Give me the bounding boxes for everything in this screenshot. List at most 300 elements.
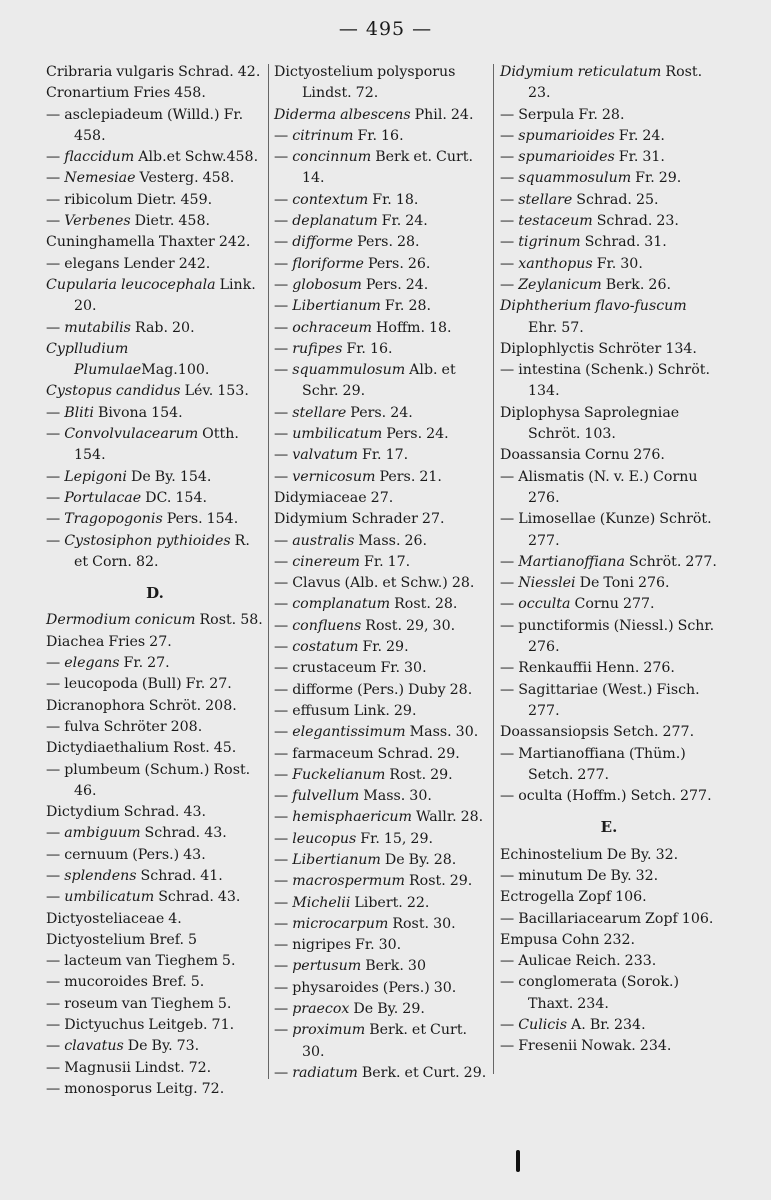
index-entry bbox=[274, 658, 492, 679]
entry-text: Schrad. 31. bbox=[580, 234, 667, 251]
index-entry bbox=[46, 930, 264, 951]
entry-text: Ectrogella Zopf 106. bbox=[500, 889, 647, 906]
entry-text: De By. 28. bbox=[380, 851, 457, 868]
section-letter: E. bbox=[600, 818, 618, 837]
entry-name-italic: radiatum bbox=[292, 1064, 358, 1081]
index-entry bbox=[274, 914, 492, 935]
index-entry bbox=[274, 616, 492, 637]
entry-text: — ribicolum Dietr. 459. bbox=[46, 191, 213, 208]
index-entry bbox=[500, 594, 718, 615]
entry-text: — bbox=[500, 596, 519, 613]
entry-text: Fr. 28. bbox=[380, 298, 432, 315]
entry-text: — bbox=[274, 362, 293, 379]
entry-name-italic: confluens bbox=[292, 617, 362, 634]
index-entry bbox=[500, 339, 718, 360]
entry-text: — bbox=[274, 553, 293, 570]
index-entry bbox=[274, 62, 492, 105]
entry-text: Doassansia Cornu 276. bbox=[500, 447, 665, 464]
entry-text: — bbox=[46, 404, 65, 421]
entry-text: — bbox=[46, 511, 65, 528]
entry-text: Pers. 21. bbox=[375, 468, 442, 485]
entry-text: A. Br. 234. bbox=[567, 1017, 646, 1034]
entry-text: — Aulicae Reich. 233. bbox=[500, 953, 657, 970]
entry-text: Cribraria vulgaris Schrad. 42. bbox=[46, 64, 261, 80]
entry-text: Pers. 154. bbox=[162, 511, 239, 528]
entry-text: — roseum van Tieghem 5. bbox=[46, 995, 232, 1012]
index-entry bbox=[46, 531, 264, 574]
index-entry bbox=[274, 211, 492, 232]
entry-name-italic: Diphtherium flavo-fuscum bbox=[500, 298, 687, 315]
entry-text: Mass. 30. bbox=[359, 788, 432, 805]
entry-text: — bbox=[500, 553, 519, 570]
entry-text: Berk. 26. bbox=[601, 276, 671, 293]
entry-name-italic: Cyplludium Plumulae bbox=[46, 340, 142, 379]
entry-text: — bbox=[274, 255, 293, 272]
entry-text: Didymiaceae 27. bbox=[274, 489, 394, 506]
index-entry bbox=[46, 147, 264, 168]
entry-text: Pers. 24. bbox=[346, 404, 413, 421]
entry-text: — asclepiadeum (Willd.) Fr. 458. bbox=[46, 106, 244, 144]
entry-text: — bbox=[274, 766, 293, 783]
entry-name-italic: Nemesiae bbox=[64, 170, 136, 187]
index-entry bbox=[500, 658, 718, 679]
entry-name-italic: mutabilis bbox=[64, 319, 131, 336]
index-entry bbox=[46, 1079, 264, 1100]
entry-text: — bbox=[46, 489, 65, 506]
index-entry bbox=[274, 105, 492, 126]
entry-text: Wallr. 28. bbox=[411, 809, 484, 826]
entry-name-italic: Culicis bbox=[518, 1017, 568, 1034]
entry-text: — monosporus Leitg. 72. bbox=[46, 1080, 225, 1097]
entry-text: — cernuum (Pers.) 43. bbox=[46, 846, 206, 863]
index-entry bbox=[500, 1015, 718, 1036]
entry-text: — bbox=[274, 639, 293, 656]
index-entry bbox=[46, 318, 264, 339]
entry-text: Schrad. 43. bbox=[140, 825, 227, 842]
entry-text: — Bacillariacearum Zopf 106. bbox=[500, 910, 714, 927]
entry-text: Diachea Fries 27. bbox=[46, 633, 172, 650]
entry-text: — Sagittariae (West.) Fisch. 277. bbox=[500, 681, 700, 719]
index-entry bbox=[500, 190, 718, 211]
entry-text: Phil. 24. bbox=[410, 106, 474, 123]
index-entry bbox=[500, 147, 718, 168]
entry-name-italic: concinnum bbox=[292, 149, 372, 166]
entry-text: Berk. 30 bbox=[361, 958, 426, 975]
entry-name-italic: Tragopogonis bbox=[64, 511, 163, 528]
entry-text: — bbox=[274, 958, 293, 975]
entry-name-italic: Convolvulacearum bbox=[64, 426, 199, 443]
index-entry bbox=[500, 403, 718, 446]
entry-text: Schrad. 43. bbox=[154, 889, 241, 906]
index-entry bbox=[274, 786, 492, 807]
index-entry bbox=[274, 637, 492, 658]
index-column-2 bbox=[274, 62, 492, 1084]
index-entry bbox=[46, 424, 264, 467]
entry-text: — bbox=[46, 532, 65, 549]
entry-name-italic: Fuckelianum bbox=[292, 766, 386, 783]
entry-text: Echinostelium De By. 32. bbox=[500, 846, 679, 863]
index-entry bbox=[46, 1015, 264, 1036]
index-entry bbox=[274, 594, 492, 615]
entry-text: — bbox=[46, 889, 65, 906]
index-entry bbox=[46, 994, 264, 1015]
index-column-1 bbox=[46, 62, 264, 1100]
index-entry bbox=[274, 531, 492, 552]
index-entry bbox=[274, 488, 492, 509]
entry-text: — oculta (Hoffm.) Setch. 277. bbox=[500, 788, 712, 805]
entry-text: Otth. 154. bbox=[74, 426, 239, 464]
entry-name-italic: proximum bbox=[292, 1022, 366, 1039]
index-entry bbox=[500, 680, 718, 723]
entry-text: — bbox=[274, 596, 293, 613]
entry-text: — Magnusii Lindst. 72. bbox=[46, 1059, 212, 1076]
entry-name-italic: vernicosum bbox=[292, 468, 376, 485]
entry-text: Schrad. 23. bbox=[592, 213, 679, 230]
index-entry bbox=[274, 147, 492, 190]
index-entry bbox=[274, 552, 492, 573]
index-entry bbox=[274, 360, 492, 403]
entry-text: Alb.et Schw.458. bbox=[134, 149, 259, 166]
entry-text: — punctiformis (Niessl.) Schr. 276. bbox=[500, 617, 715, 656]
entry-text: — elegans Lender 242. bbox=[46, 255, 211, 272]
entry-text: — bbox=[500, 276, 519, 293]
entry-name-italic: pertusum bbox=[292, 958, 362, 975]
entry-name-italic: globosum bbox=[292, 276, 362, 293]
entry-text: — bbox=[274, 1001, 293, 1018]
entry-text: Fr. 17. bbox=[360, 553, 411, 570]
entry-text: Fr. 17. bbox=[357, 447, 409, 464]
index-entry bbox=[274, 254, 492, 275]
entry-text: — difforme (Pers.) Duby 28. bbox=[274, 681, 473, 698]
entry-text: — bbox=[274, 213, 293, 230]
entry-name-italic: xanthopus bbox=[518, 255, 593, 272]
entry-text: — bbox=[46, 170, 65, 187]
index-entry bbox=[46, 738, 264, 759]
index-entry bbox=[274, 573, 492, 594]
entry-text: — bbox=[46, 426, 65, 443]
index-entry bbox=[46, 717, 264, 738]
entry-name-italic: umbilicatum bbox=[64, 889, 155, 906]
entry-text: — Dictyuchus Leitgeb. 71. bbox=[46, 1017, 235, 1034]
entry-text: — bbox=[500, 1017, 519, 1034]
entry-name-italic: stellare bbox=[518, 191, 573, 208]
entry-text: R. et Corn. 82. bbox=[74, 532, 250, 570]
index-entry bbox=[46, 211, 264, 232]
index-entry bbox=[274, 275, 492, 296]
entry-name-italic: citrinum bbox=[292, 127, 354, 144]
index-entry bbox=[274, 467, 492, 488]
index-entry bbox=[274, 190, 492, 211]
entry-text: — crustaceum Fr. 30. bbox=[274, 660, 427, 677]
entry-name-italic: Cystopus candidus bbox=[46, 383, 181, 400]
index-entry bbox=[500, 211, 718, 232]
entry-text: Fr. 18. bbox=[368, 191, 419, 208]
entry-text: — bbox=[46, 149, 65, 166]
entry-text: De By. 73. bbox=[123, 1038, 200, 1055]
entry-text: — Serpula Fr. 28. bbox=[500, 106, 625, 123]
column-divider bbox=[493, 64, 494, 1074]
entry-text: Schrad. 25. bbox=[572, 191, 659, 208]
index-entry bbox=[274, 339, 492, 360]
index-entry bbox=[274, 765, 492, 786]
index-entry bbox=[274, 701, 492, 722]
index-entry bbox=[46, 823, 264, 844]
entry-text: Schröt. 277. bbox=[625, 553, 717, 570]
index-entry bbox=[274, 956, 492, 977]
index-entry bbox=[46, 488, 264, 509]
entry-text: — bbox=[46, 867, 65, 884]
index-entry bbox=[500, 887, 718, 908]
entry-name-italic: Didymium reticulatum bbox=[500, 64, 662, 80]
index-entry bbox=[46, 887, 264, 908]
entry-text: — bbox=[46, 319, 65, 336]
index-entry bbox=[46, 62, 264, 83]
index-entry bbox=[500, 909, 718, 930]
index-entry bbox=[500, 467, 718, 510]
entry-name-italic: australis bbox=[292, 532, 355, 549]
entry-text: Diplophlyctis Schröter 134. bbox=[500, 340, 697, 357]
entry-name-italic: floriforme bbox=[292, 255, 364, 272]
entry-name-italic: fulvellum bbox=[292, 788, 360, 805]
entry-text: — bbox=[274, 447, 293, 464]
index-entry bbox=[46, 1036, 264, 1057]
entry-text: Cuninghamella Thaxter 242. bbox=[46, 234, 251, 251]
entry-text: — Alismatis (N. v. E.) Cornu 276. bbox=[500, 468, 698, 506]
index-entry bbox=[46, 610, 264, 631]
entry-name-italic: stellare bbox=[292, 404, 347, 421]
entry-name-italic: umbilicatum bbox=[292, 426, 383, 443]
entry-text: Link. 20. bbox=[74, 276, 256, 315]
entry-text: — effusum Link. 29. bbox=[274, 702, 417, 719]
entry-name-italic: Portulacae bbox=[64, 489, 142, 506]
index-entry bbox=[274, 318, 492, 339]
entry-text: — minutum De By. 32. bbox=[500, 867, 659, 884]
entry-name-italic: Cupularia leucocephala bbox=[46, 276, 216, 293]
entry-text: Rost. 29, 30. bbox=[361, 617, 456, 634]
entry-text: Rost. 29. bbox=[404, 873, 473, 890]
entry-text: — bbox=[274, 830, 293, 847]
entry-text: Diplophysa Saprolegniae Schröt. 103. bbox=[500, 404, 680, 443]
entry-name-italic: Michelii bbox=[292, 894, 351, 911]
index-entry bbox=[500, 845, 718, 866]
entry-text: De By. 154. bbox=[126, 468, 212, 485]
index-entry bbox=[46, 1058, 264, 1079]
entry-text: — bbox=[274, 915, 293, 932]
index-entry bbox=[274, 1020, 492, 1063]
index-entry bbox=[500, 168, 718, 189]
entry-text: — bbox=[274, 894, 293, 911]
entry-text: Cornu 277. bbox=[570, 596, 655, 613]
index-entry bbox=[274, 978, 492, 999]
index-entry bbox=[500, 951, 718, 972]
entry-text: Schrad. 41. bbox=[136, 867, 223, 884]
index-entry bbox=[500, 296, 718, 339]
index-entry bbox=[274, 680, 492, 701]
entry-text: — bbox=[274, 149, 293, 166]
entry-text: Mass. 30. bbox=[405, 724, 479, 741]
entry-text: Fr. 24. bbox=[377, 213, 428, 230]
entry-text: Rost. 23. bbox=[528, 64, 703, 102]
entry-name-italic: Niesslei bbox=[518, 575, 576, 592]
entry-name-italic: hemisphaericum bbox=[292, 809, 412, 826]
entry-text: Dictyostelium polysporus Lindst. 72. bbox=[274, 64, 456, 102]
entry-text: Dictydium Schrad. 43. bbox=[46, 804, 207, 821]
entry-text: Rost. 28. bbox=[390, 596, 458, 613]
index-entry bbox=[500, 786, 718, 807]
index-entry bbox=[46, 381, 264, 402]
entry-text: — bbox=[500, 213, 519, 230]
entry-name-italic: deplanatum bbox=[292, 213, 378, 230]
entry-name-italic: Cystosiphon pythioides bbox=[64, 532, 231, 549]
index-entry bbox=[274, 403, 492, 424]
entry-text: — Martianoffiana (Thüm.) Setch. 277. bbox=[500, 745, 686, 783]
entry-name-italic: Libertianum bbox=[292, 298, 381, 315]
entry-text: — bbox=[274, 468, 293, 485]
entry-text: Libert. 22. bbox=[350, 894, 430, 911]
entry-text: DC. 154. bbox=[141, 489, 207, 506]
index-entry bbox=[274, 999, 492, 1020]
entry-name-italic: Zeylanicum bbox=[518, 276, 602, 293]
entry-text: — bbox=[274, 426, 293, 443]
entry-text: — bbox=[274, 298, 293, 315]
entry-text: — bbox=[274, 788, 293, 805]
entry-text: Rab. 20. bbox=[130, 319, 195, 336]
index-entry bbox=[274, 1063, 492, 1084]
entry-text: Fr. 29. bbox=[631, 170, 682, 187]
entry-text: — lacteum van Tieghem 5. bbox=[46, 953, 236, 970]
page-number: — 495 — bbox=[338, 18, 433, 40]
index-entry bbox=[274, 509, 492, 530]
index-entry bbox=[46, 866, 264, 887]
entry-name-italic: Dermodium conicum bbox=[46, 612, 196, 629]
entry-text: — bbox=[274, 276, 293, 293]
entry-name-italic: ochraceum bbox=[292, 319, 373, 336]
index-entry bbox=[500, 360, 718, 403]
entry-name-italic: Lepigoni bbox=[64, 468, 127, 485]
index-entry bbox=[46, 509, 264, 530]
entry-text: — Renkauffii Henn. 276. bbox=[500, 660, 675, 677]
index-entry bbox=[46, 403, 264, 424]
entry-name-italic: Bliti bbox=[64, 404, 94, 421]
entry-text: — farmaceum Schrad. 29. bbox=[274, 745, 460, 762]
entry-name-italic: squammosulum bbox=[518, 170, 632, 187]
index-entry bbox=[46, 190, 264, 211]
entry-text: — bbox=[274, 319, 293, 336]
index-entry bbox=[46, 802, 264, 823]
entry-text: Fr. 29. bbox=[358, 639, 409, 656]
entry-text: — bbox=[274, 724, 293, 741]
index-entry bbox=[274, 893, 492, 914]
entry-text: — bbox=[46, 468, 65, 485]
index-entry bbox=[274, 722, 492, 743]
entry-text: De By. 29. bbox=[349, 1001, 425, 1018]
index-entry bbox=[500, 866, 718, 887]
entry-text: — bbox=[46, 1038, 65, 1055]
index-entry bbox=[46, 653, 264, 674]
entry-text: Berk. et Curt. 29. bbox=[357, 1064, 487, 1081]
entry-text: Vesterg. 458. bbox=[135, 170, 235, 187]
entry-text: — bbox=[500, 191, 519, 208]
index-entry bbox=[46, 168, 264, 189]
index-entry bbox=[46, 254, 264, 275]
entry-name-italic: difforme bbox=[292, 234, 354, 251]
entry-text: — bbox=[46, 213, 65, 230]
index-entry bbox=[274, 744, 492, 765]
entry-text: Bivona 154. bbox=[93, 404, 183, 421]
entry-text: Dictyosteliaceae 4. bbox=[46, 910, 182, 927]
index-entry bbox=[500, 232, 718, 253]
entry-name-italic: contextum bbox=[292, 191, 369, 208]
entry-text: Ehr. 57. bbox=[528, 319, 584, 336]
index-entry bbox=[274, 829, 492, 850]
index-entry bbox=[46, 105, 264, 148]
entry-text: — bbox=[500, 170, 519, 187]
entry-text: — fulva Schröter 208. bbox=[46, 718, 203, 735]
entry-name-italic: cinereum bbox=[292, 553, 360, 570]
entry-text: Dictyostelium Bref. 5 bbox=[46, 931, 198, 948]
entry-name-italic: complanatum bbox=[292, 596, 391, 613]
entry-text: Alb. et Schr. 29. bbox=[302, 362, 456, 400]
entry-text: — bbox=[274, 1064, 293, 1081]
entry-text: Mass. 26. bbox=[354, 532, 428, 549]
entry-text: De Toni 276. bbox=[575, 575, 670, 592]
index-entry bbox=[46, 696, 264, 717]
entry-name-italic: elegans bbox=[64, 655, 120, 672]
index-entry bbox=[500, 972, 718, 1015]
entry-text: Empusa Cohn 232. bbox=[500, 931, 636, 948]
entry-text: — bbox=[500, 127, 519, 144]
entry-text: — Limosellae (Kunze) Schröt. 277. bbox=[500, 511, 712, 549]
entry-text: Fr. 24. bbox=[614, 127, 665, 144]
index-entry bbox=[500, 1036, 718, 1057]
index-entry bbox=[274, 807, 492, 828]
index-entry bbox=[46, 339, 264, 382]
entry-text: — bbox=[500, 575, 519, 592]
entry-text: Doassansiopsis Setch. 277. bbox=[500, 724, 695, 741]
entry-text: — bbox=[500, 255, 519, 272]
index-entry bbox=[46, 909, 264, 930]
entry-name-italic: valvatum bbox=[292, 447, 358, 464]
entry-text: Fr. 31. bbox=[614, 149, 665, 166]
entry-text: Rost. 30. bbox=[388, 915, 456, 932]
index-entry bbox=[274, 126, 492, 147]
entry-text: — physaroides (Pers.) 30. bbox=[274, 979, 457, 996]
index-entry bbox=[46, 467, 264, 488]
entry-name-italic: Diderma albescens bbox=[274, 106, 411, 123]
entry-text: Pers. 24. bbox=[361, 276, 429, 293]
entry-text: — bbox=[274, 617, 293, 634]
index-entry bbox=[500, 445, 718, 466]
entry-text: Fr. 30. bbox=[592, 255, 643, 272]
index-entry bbox=[274, 296, 492, 317]
entry-text: — bbox=[274, 532, 293, 549]
index-entry bbox=[46, 232, 264, 253]
index-entry bbox=[500, 552, 718, 573]
entry-text: — bbox=[500, 149, 519, 166]
index-entry bbox=[46, 275, 264, 318]
entry-text: — plumbeum (Schum.) Rost. 46. bbox=[46, 761, 251, 799]
entry-text: Berk et. Curt. 14. bbox=[302, 149, 474, 187]
entry-name-italic: rufipes bbox=[292, 340, 343, 357]
index-entry bbox=[274, 424, 492, 445]
entry-text: Mag.100. bbox=[141, 362, 210, 379]
index-entry bbox=[46, 83, 264, 104]
entry-text: — bbox=[46, 825, 65, 842]
entry-text: — bbox=[274, 234, 293, 251]
entry-name-italic: testaceum bbox=[518, 213, 593, 230]
index-entry bbox=[500, 62, 718, 105]
entry-name-italic: ambiguum bbox=[64, 825, 141, 842]
